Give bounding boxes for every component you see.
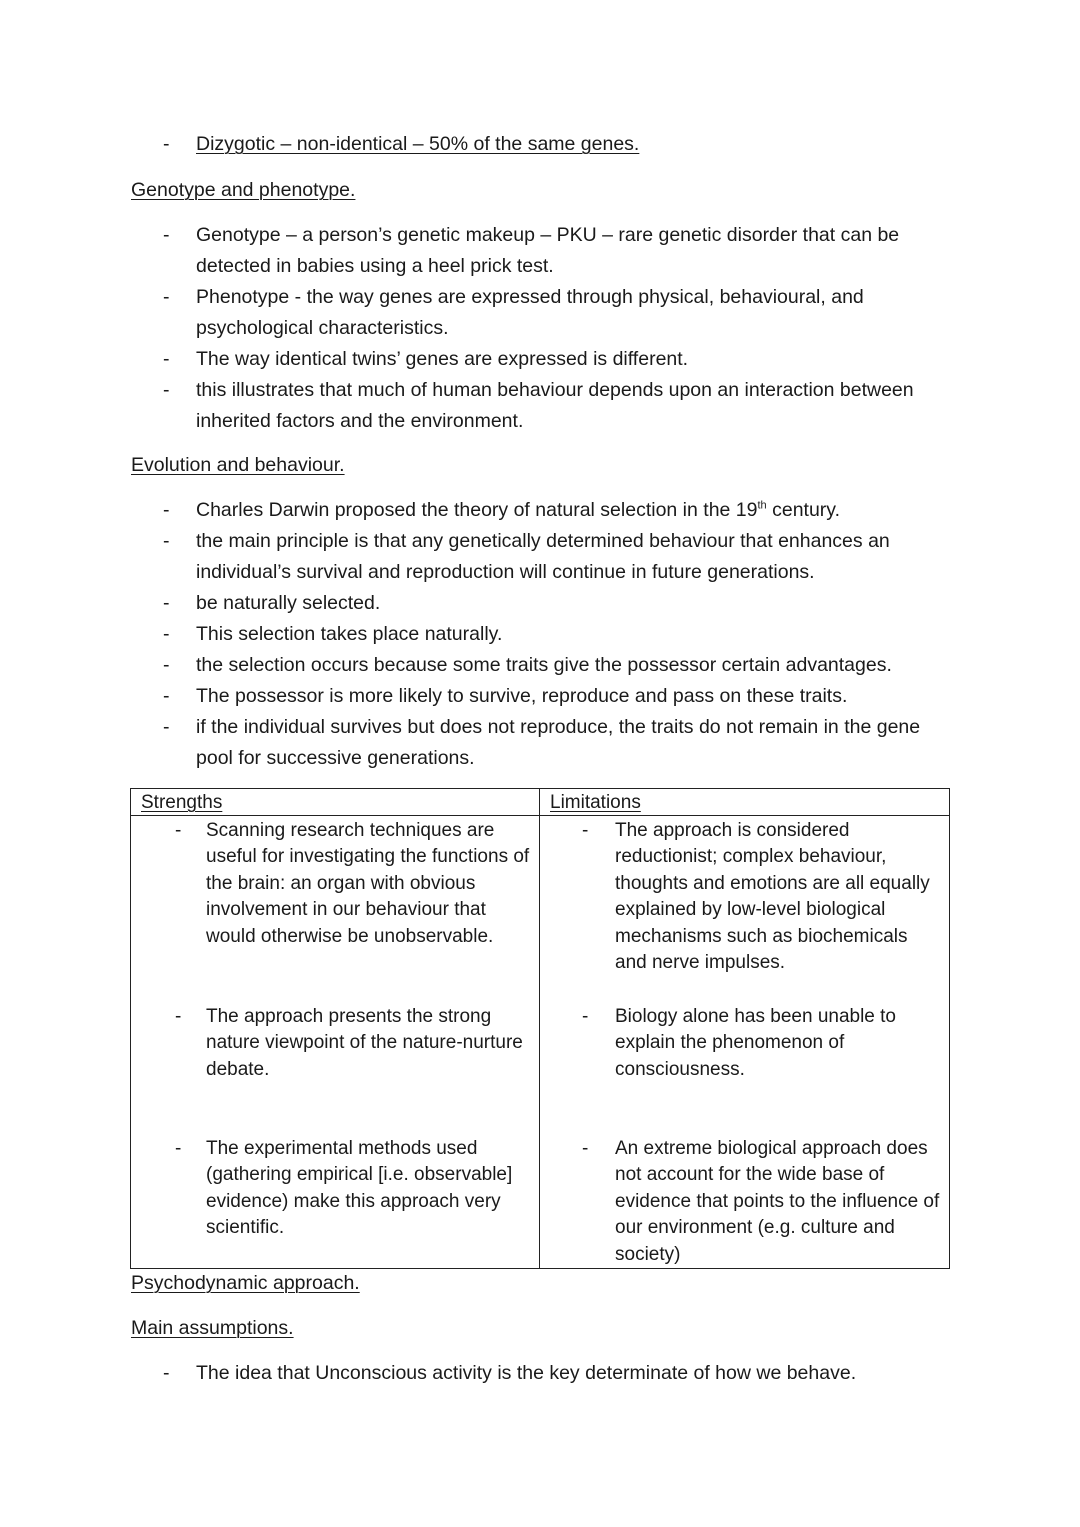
list-item: - The idea that Unconscious activity is the key determinate of how we behave. — [0, 1358, 956, 1389]
genotype-bullet-list — [0, 220, 956, 437]
list-item: - The way identical twins’ genes are expressed is different. — [0, 344, 956, 375]
limitation-text: Biology alone has been unable to explain the phenomenon of consciousness. — [615, 1006, 897, 1080]
top-bullet-list — [0, 129, 956, 160]
darwin-superscript: th — [757, 499, 767, 512]
list-item — [0, 129, 956, 160]
strength-text: The approach presents the strong nature viewpoint of the nature-nurture debate. — [206, 1006, 523, 1080]
strength-text: The experimental methods used (gathering empirical [i.e. observable] evidence) make this approach very scientific. — [206, 1138, 513, 1239]
psychodynamic-heading: Psychodynamic approach. — [131, 1272, 360, 1294]
limitation-text: An extreme biological approach does not account for the wide base of evidence that points to the influence of our environment (e.g. culture and society) — [615, 1138, 940, 1265]
strengths-header: Strengths — [131, 789, 539, 816]
strengths-limitations-table — [130, 788, 950, 1269]
dizygotic-text: Dizygotic – non-identical – 50% of the same genes. — [196, 133, 640, 155]
strengths-column: Strengths - Scanning research techniques are useful for investigating the functions of the brain: an organ with obvious involvement in our behaviour that would otherwise be unobservable. - The approach presents the strong nature viewpoint of the nature-nurture debate. - The experimental methods used (gathering empirical [i.e. observable] evidence) make this approach very scientific. — [131, 789, 540, 1268]
limitations-column: Limitations - The approach is considered reductionist; complex behaviour, thoughts and emotions are all equally explained by low-level biological mechanisms such as biochemicals and nerve impulses. - Biology alone has been unable to explain the phenomenon of consciousness. - An extreme biological approach does not account for the wide base of evidence that points to the influence of our environment (e.g. culture and society) — [540, 789, 949, 1268]
strength-text: Scanning research techniques are useful for investigating the functions of the brain: an organ with obvious involvement in our behaviour that would otherwise be unobservable. — [206, 820, 530, 947]
list-item: - Phenotype - the way genes are expressed through physical, behavioural, and psychological characteristics. — [0, 282, 956, 344]
evolution-heading: Evolution and behaviour. — [131, 454, 345, 476]
evolution-bullet-list — [0, 495, 956, 774]
limitation-text: The approach is considered reductionist; complex behaviour, thoughts and emotions are all equally explained by low-level biological mechanisms such as biochemicals and nerve impulses. — [615, 820, 930, 974]
darwin-text-after: century. — [766, 499, 841, 521]
limitations-header: Limitations — [540, 789, 949, 816]
list-item: - be naturally selected. — [0, 588, 956, 619]
list-item: - this illustrates that much of human behaviour depends upon an interaction between inherited factors and the environment. — [0, 375, 956, 437]
list-item — [0, 495, 956, 526]
list-item: - the main principle is that any genetically determined behaviour that enhances an individual’s survival and reproduction will continue in future generations. — [0, 526, 956, 588]
list-item: - Genotype – a person’s genetic makeup – PKU – rare genetic disorder that can be detected in babies using a heel prick test. — [0, 220, 956, 282]
list-item: - The possessor is more likely to survive, reproduce and pass on these traits. — [0, 681, 956, 712]
psychodynamic-bullet-list — [0, 1358, 956, 1389]
main-assumptions-heading: Main assumptions. — [131, 1317, 294, 1339]
list-item: - if the individual survives but does not reproduce, the traits do not remain in the gene pool for successive generations. — [0, 712, 956, 774]
list-item: - This selection takes place naturally. — [0, 619, 956, 650]
list-item: - the selection occurs because some traits give the possessor certain advantages. — [0, 650, 956, 681]
genotype-heading: Genotype and phenotype. — [131, 179, 356, 201]
darwin-text-before: Charles Darwin proposed the theory of natural selection in the 19 — [196, 499, 758, 521]
